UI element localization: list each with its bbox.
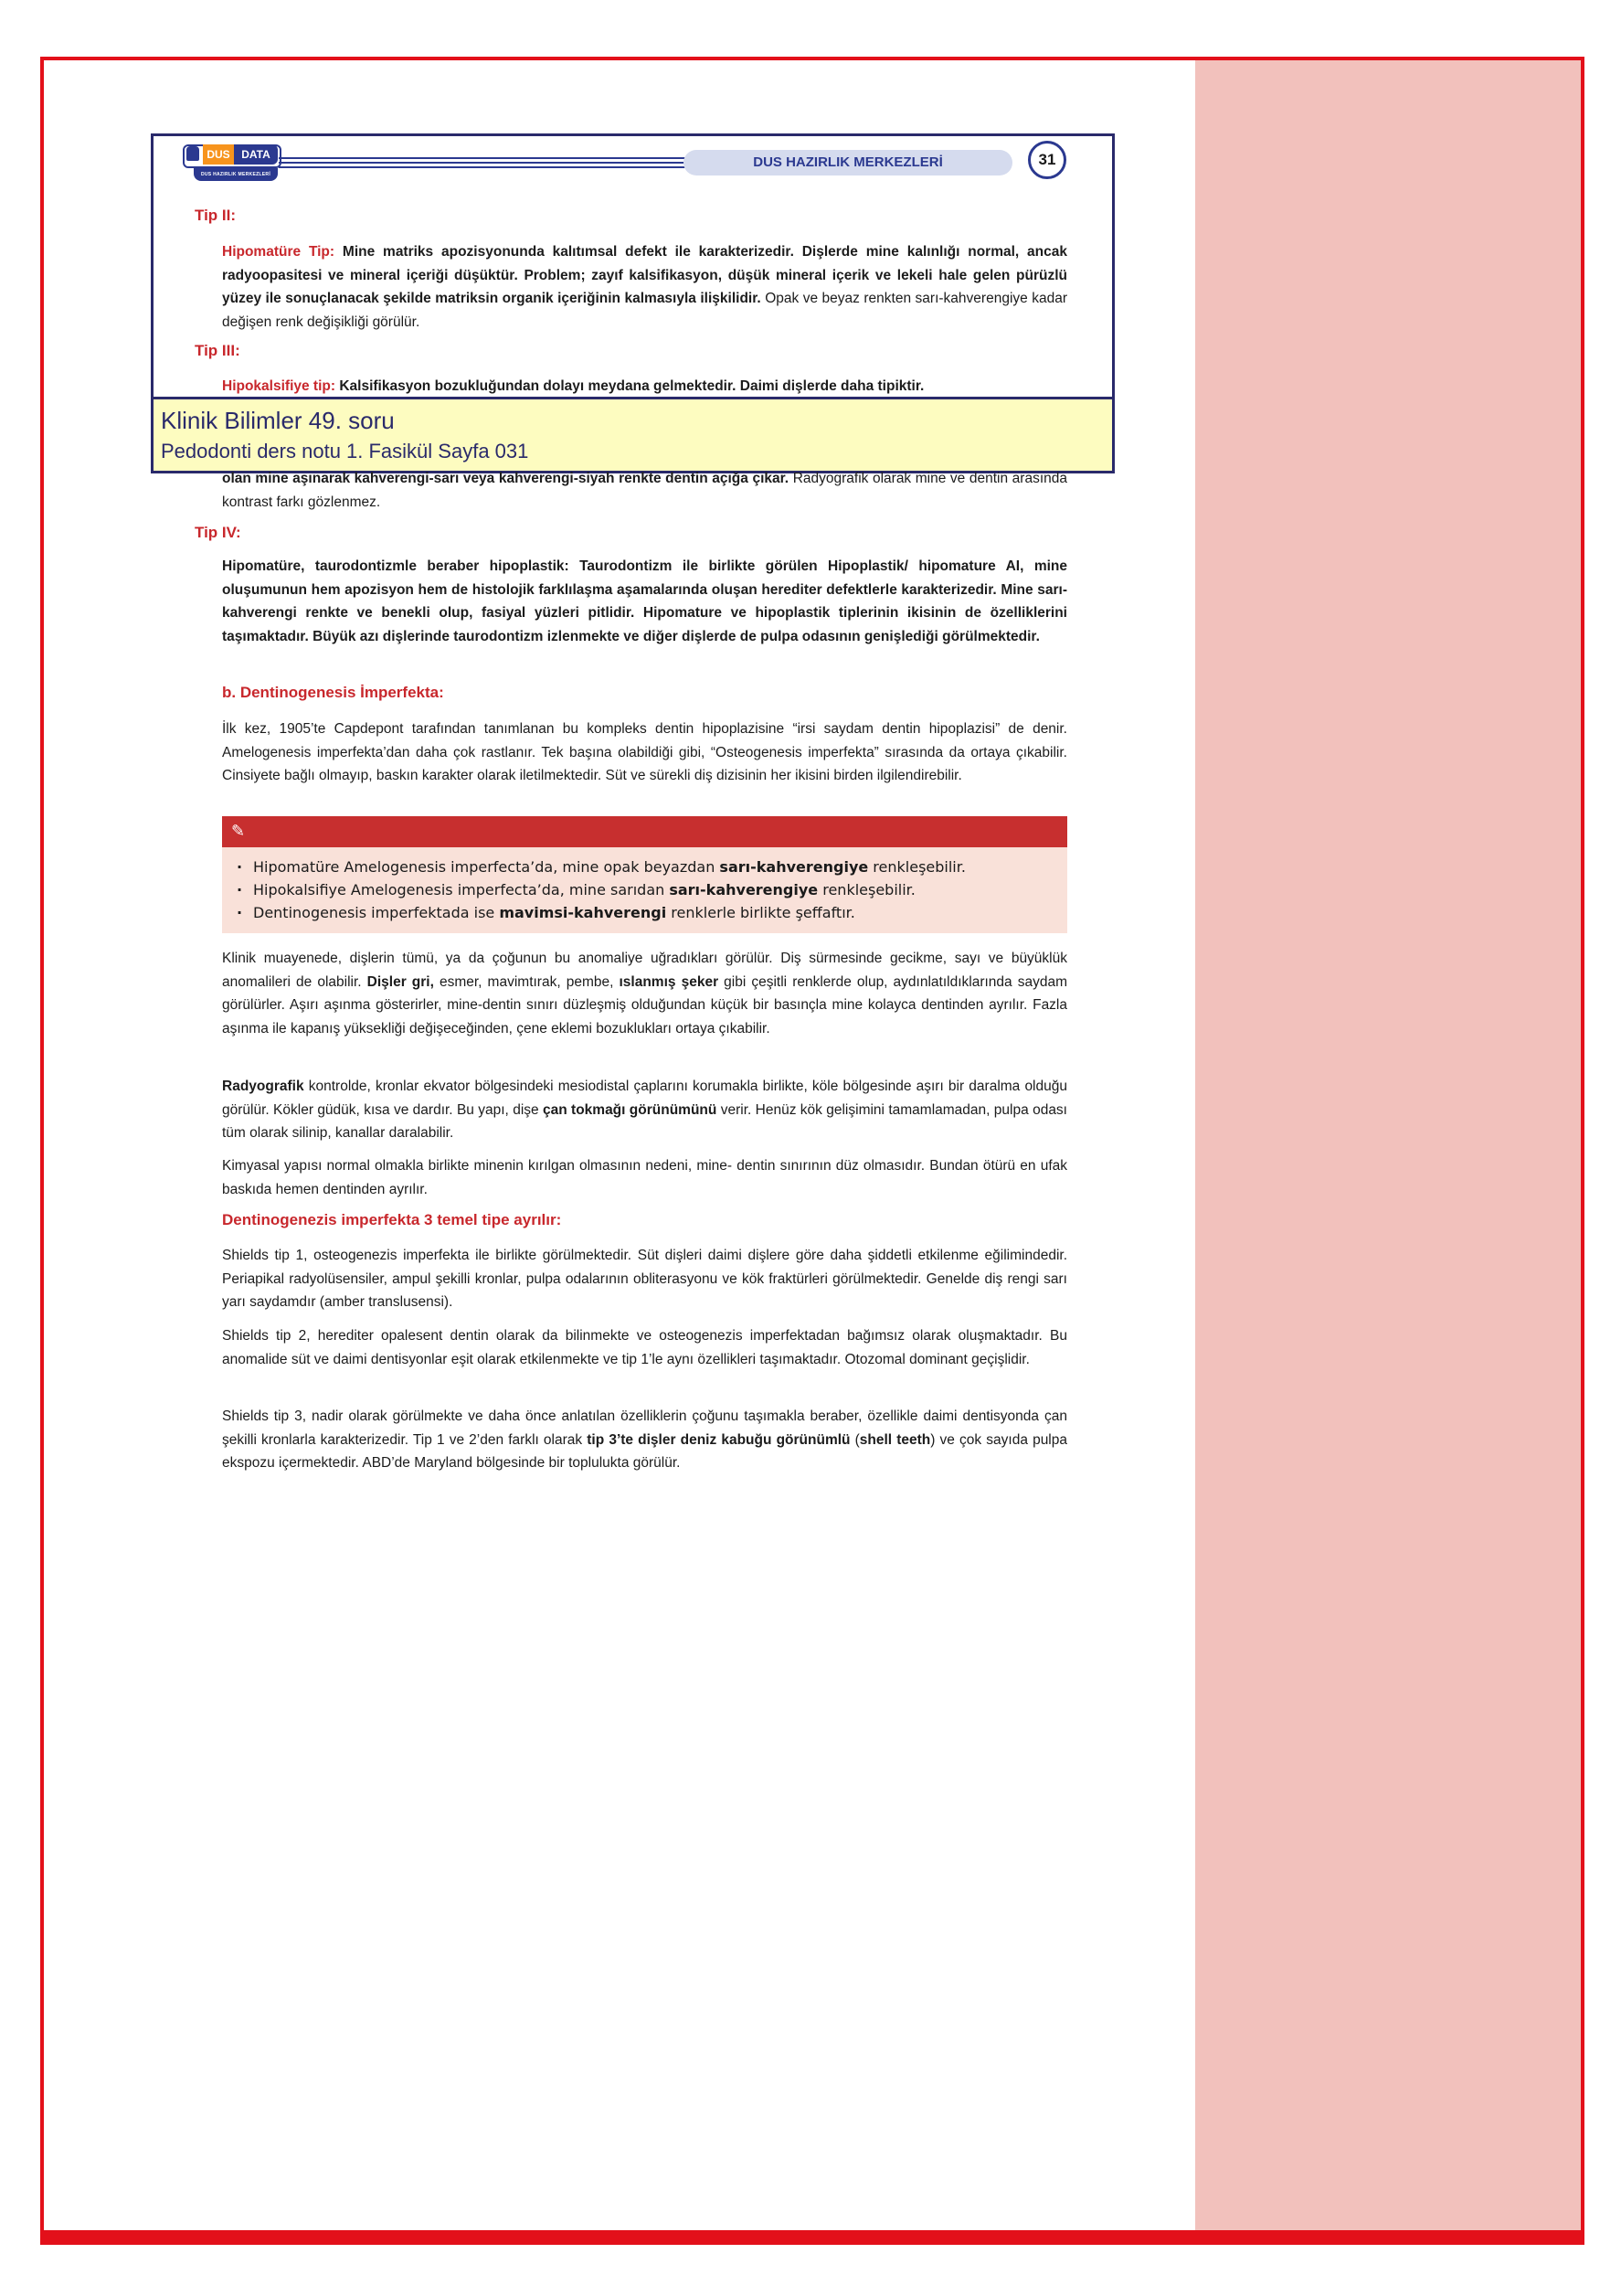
- di-heading: b. Dentinogenesis İmperfekta:: [222, 684, 444, 701]
- tip2-rest: Opak ve beyaz renkten sarı-kahverengiye kadar değişen renk değişikliği görülür.: [222, 291, 1067, 330]
- logo-dus: DUS: [203, 144, 234, 165]
- tip2-paragraph: [222, 240, 1067, 334]
- types-heading: Dentinogenezis imperfekta 3 temel tipe ayrılır:: [222, 1211, 562, 1228]
- header-title: DUS HAZIRLIK MERKEZLERİ: [683, 150, 1012, 175]
- tooth-icon: [186, 146, 199, 161]
- bottom-bar: [40, 2230, 1584, 2245]
- note-item: · Dentinogenesis imperfektada ise mavimsi-kahverengi renklerle birlikte şeffaftır.: [237, 901, 1067, 924]
- tip2-heading: Tip II:: [195, 207, 237, 224]
- header-rule-lines: [279, 157, 690, 170]
- tip3-lead: Hipokalsifiye tip:: [222, 378, 336, 394]
- tip4-heading: Tip IV:: [195, 524, 241, 541]
- tip4-paragraph: Hipomatüre, taurodontizmle beraber hipoplastik: Taurodontizm ile birlikte görülen Hipoplastik/ hipomature AI, mine oluşumunun hem apozisyon hem de histolojik farklılaşma aşamalarında oluşan herediter defektlerle karakterizedir. Mine sarı-kahverengi renkte ve benekli olup, fasiyal yüzleri pitlidir. Hipomature ve hipoplastik tiplerinin ikisinin de özelliklerini taşımaktadır. Büyük azı dişlerinde taurodontizm izlenmekte ve diğer dişlerde de pulpa odasının genişlediği görülmektedir.: [222, 558, 1067, 644]
- page-number: 31: [1028, 141, 1066, 179]
- tip3-cont-bold: olan mine aşınarak kahverengi-sarı veya kahverengi-siyah renkte dentin açığa çıkar.: [222, 471, 789, 486]
- logo-data: DATA: [234, 144, 278, 165]
- shields-type2-paragraph: Shields tip 2, herediter opalesent dentin olarak da bilinmekte ve osteogenezis imperfektadan bağımsız olarak oluşmaktadır. Bu anomalide süt ve daimi dentisyonlar eşit olarak etkilenmekte ve tip 1’le aynı özellikleri taşımaktadır. Otozomal dominant geçişlidir.: [222, 1328, 1067, 1367]
- shields-type3-paragraph: Shields tip 3, nadir olarak görülmekte ve daha önce anlatılan özelliklerin çoğunu taşımakla beraber, özellikle daimi dentisyonda çan şekilli kronlarla karakterizedir. Tip 1 ve 2’den farklı olarak tip 3’te dişler deniz kabuğu görünümlü (shell teeth) ve çok sayıda pulpa ekspozu içermektedir. ABD’de Maryland bölgesinde bir toplulukta görülür.: [222, 1408, 1067, 1471]
- clinical-paragraph: Klinik muayenede, dişlerin tümü, ya da çoğunun bu anomaliye uğradıkları görülür. Diş sürmesinde gecikme, sayı ve büyüklük anomalileri de olabilir. Dişler gri, esmer, mavimtırak, pembe, ıslanmış şeker gibi çeşitli renklerde olup, aydınlatıldıklarında saydam görülürler. Aşırı aşınma gösterirler, mine-dentin sınırı düzleşmiş olduğundan küçük bir basınçla mine kolayca dentinden ayrılır. Fazla aşınma ile kapanış yüksekliği değişeceğinden, çene eklemi bozuklukları ortaya çıkabilir.: [222, 951, 1068, 1036]
- di-paragraph: İlk kez, 1905’te Capdepont tarafından tanımlanan bu kompleks dentin hipoplazisine “irsi saydam dentin hipoplazisi” de denir. Amelogenesis imperfekta’dan daha çok rastlanır. Tek başına olabildiği gibi, “Osteogenesis imperfekta” sırasında da ortaya çıkabilir. Cinsiyete bağlı olmayıp, baskın karakter olarak iletilmektedir. Süt ve sürekli diş dizisinin her ikisini birden ilgilendirebilir.: [222, 721, 1067, 783]
- pen-icon: ✎: [231, 822, 246, 841]
- dusdata-logo: [183, 139, 281, 186]
- tip3-cont-rest: Radyografik olarak mine ve dentin arasında kontrast farkı gözlenmez.: [222, 471, 1067, 510]
- note-item: · Hipomatüre Amelogenesis imperfecta’da, mine opak beyazdan sarı-kahverengiye renkleşebilir.: [237, 856, 1067, 878]
- note-box: [222, 847, 1067, 933]
- tip3-heading: Tip III:: [195, 342, 240, 359]
- tip3-continuation: [222, 467, 1067, 514]
- radiographic-paragraph: Radyografik kontrolde, kronlar ekvator bölgesindeki mesiodistal çaplarını korumakla birlikte, köle bölgesinde aşırı bir daralma olduğu görülür. Kökler güdük, kısa ve dardır. Bu yapı, dişe çan tokmağı görünümünü verir. Henüz kök gelişimini tamamlamadan, pulpa odası tüm olarak silinip, kanallar daralabilir.: [222, 1079, 1067, 1141]
- chemical-paragraph: Kimyasal yapısı normal olmakla birlikte minenin kırılgan olmasının nedeni, mine- dentin sınırının düz olmasıdır. Bundan ötürü en ufak baskıda hemen dentinden ayrılır.: [222, 1158, 1067, 1197]
- tip2-lead: Hipomatüre Tip:: [222, 244, 335, 260]
- tip2-bold: Mine matriks apozisyonunda kalıtımsal defekt ile karakterizedir. Dişlerde mine kalınlığı normal, ancak radyoopasitesi ve mineral içeriği düşüktür. Problem; zayıf kalsifikasyon, düşük mineral içerik ve lekeli hale gelen pürüzlü yüzey ile sonuçlanacak şekilde matriksin organik içeriğinin kalmasıyla ilişkilidir.: [222, 244, 1067, 306]
- logo-subtitle: DUS HAZIRLIK MERKEZLERİ: [194, 168, 278, 181]
- tip3-paragraph: [222, 375, 1067, 399]
- note-item: · Hipokalsifiye Amelogenesis imperfecta’da, mine sarıdan sarı-kahverengiye renkleşebilir.: [237, 878, 1067, 901]
- overlay-question: Klinik Bilimler 49. soru: [161, 407, 395, 434]
- overlay-source: Pedodonti ders notu 1. Fasikül Sayfa 031: [161, 440, 529, 462]
- question-label-overlay: [151, 397, 1115, 473]
- shields-type1-paragraph: Shields tip 1, osteogenezis imperfekta ile birlikte görülmektedir. Süt dişleri daimi dişlere göre daha şiddetli etkilenme eğilimindedir. Periapikal radyolüsensiler, ampul şekilli kronlar, pulpa odalarının obliterasyonu ve kök fraktürleri görülmektedir. Genelde diş rengi sarı yarı saydamdır (amber translusensi).: [222, 1248, 1067, 1310]
- tip3-bold: Kalsifikasyon bozukluğundan dolayı meydana gelmektedir. Daimi dişlerde daha tipiktir.: [339, 378, 925, 394]
- note-header-bar: [222, 816, 1067, 847]
- side-panel: [1195, 60, 1581, 2231]
